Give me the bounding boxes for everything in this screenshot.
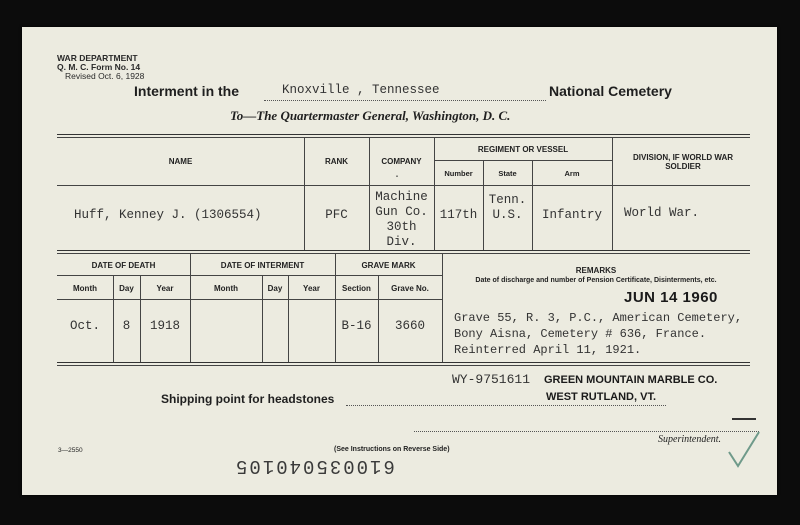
- bottom-header-line1: [57, 275, 442, 276]
- col-company-header: COMPANY: [381, 157, 422, 166]
- bottom-table-bottom: [57, 362, 750, 363]
- company-line: Machine: [375, 190, 428, 204]
- table-top-border-inner: [57, 137, 750, 138]
- superintendent-line: [414, 431, 759, 432]
- form-number: Q. M. C. Form No. 14: [57, 62, 141, 72]
- company-mark: ·: [394, 172, 401, 183]
- checkmark-icon: [726, 430, 762, 470]
- remarks-date-stamp: JUN 14 1960: [624, 289, 718, 306]
- col-arm-header: Arm: [564, 169, 580, 178]
- col-regiment-header: REGIMENT OR VESSEL: [477, 145, 569, 154]
- grave-number: 3660: [394, 319, 425, 333]
- table-top-border: [57, 134, 750, 135]
- col-name-header: NAME: [168, 157, 193, 166]
- header-bottom-line: [57, 185, 750, 186]
- col-state-header: State: [498, 169, 517, 178]
- date-of-death-header: DATE OF DEATH: [91, 261, 156, 270]
- row1-bottom-line-inner: [57, 253, 750, 254]
- form-header: [57, 54, 167, 81]
- regiment-sub-line: [434, 160, 612, 161]
- revised-date: Revised Oct. 6, 1928: [65, 71, 145, 81]
- regiment-number: 117th: [439, 208, 478, 222]
- cemetery-location: Knoxville , Tennessee: [282, 83, 440, 97]
- company-line: Gun Co.: [375, 205, 428, 219]
- section-header: Section: [342, 284, 371, 293]
- remarks-header: REMARKS: [575, 266, 617, 275]
- interment-year-header: Year: [303, 284, 320, 293]
- title-left: Interment in the: [134, 83, 240, 99]
- company-line: Div.: [386, 235, 417, 249]
- form-code: 3—2550: [58, 447, 83, 454]
- regiment-state: [483, 193, 532, 223]
- row1-bottom-line: [57, 250, 750, 251]
- remarks-subheader: Date of discharge and number of Pension Certificate, Disinterments, etc.: [475, 277, 717, 284]
- interment-month-header: Month: [214, 284, 238, 293]
- title-right: National Cemetery: [549, 83, 672, 99]
- death-day: 8: [122, 319, 131, 333]
- shipping-location: WEST RUTLAND, VT.: [546, 391, 656, 403]
- remarks-text: [454, 310, 742, 358]
- state-line: U.S.: [492, 208, 523, 222]
- v-regiment-division: [612, 137, 613, 250]
- remarks-line: Bony Aisna, Cemetery # 636, France.: [454, 327, 707, 341]
- death-month: Oct.: [69, 319, 100, 333]
- death-day-header: Day: [119, 284, 134, 293]
- soldier-company: [369, 190, 434, 250]
- wy-number: WY-9751611: [452, 372, 531, 387]
- shipping-underline: [346, 405, 666, 406]
- division: World War.: [624, 206, 700, 220]
- grave-no-header: Grave No.: [391, 284, 429, 293]
- death-year-header: Year: [156, 284, 174, 293]
- col-rank-header: RANK: [324, 157, 349, 166]
- company-line: 30th: [386, 220, 417, 234]
- shipping-label: Shipping point for headstones: [161, 392, 335, 406]
- bottom-table-bottom-inner: [57, 365, 750, 366]
- grave-section: B-16: [341, 319, 372, 333]
- death-month-header: Month: [73, 284, 97, 293]
- date-of-interment-header: DATE OF INTERMENT: [220, 261, 305, 270]
- shipping-company: GREEN MOUNTAIN MARBLE CO.: [544, 374, 718, 386]
- interment-day-header: Day: [267, 284, 283, 293]
- to-line: To—The Quartermaster General, Washington, D. C.: [230, 108, 511, 123]
- superintendent-mark: [732, 418, 756, 420]
- grave-mark-header: GRAVE MARK: [361, 261, 416, 270]
- interment-card: [22, 27, 777, 495]
- soldier-rank: PFC: [325, 208, 348, 222]
- v-name-rank: [304, 137, 305, 250]
- title-underline: [264, 100, 546, 101]
- instructions-note: (See Instructions on Reverse Side): [334, 446, 450, 453]
- bottom-header-line2: [57, 299, 442, 300]
- col-number-header: Number: [444, 169, 473, 178]
- war-department-label: WAR DEPARTMENT: [57, 53, 138, 63]
- death-year: 1918: [149, 319, 180, 333]
- superintendent-label: Superintendent.: [658, 434, 722, 445]
- regiment-arm: Infantry: [541, 208, 602, 222]
- remarks-line: Reinterred April 11, 1921.: [454, 343, 642, 357]
- col-division-header: DIVISION, IF WORLD WAR SOLDIER: [633, 153, 733, 171]
- serial-number: 610035040105: [234, 455, 395, 477]
- soldier-name: Huff, Kenney J. (1306554): [74, 208, 262, 222]
- remarks-line: Grave 55, R. 3, P.C., American Cemetery,: [454, 311, 743, 325]
- state-line: Tenn.: [488, 193, 527, 207]
